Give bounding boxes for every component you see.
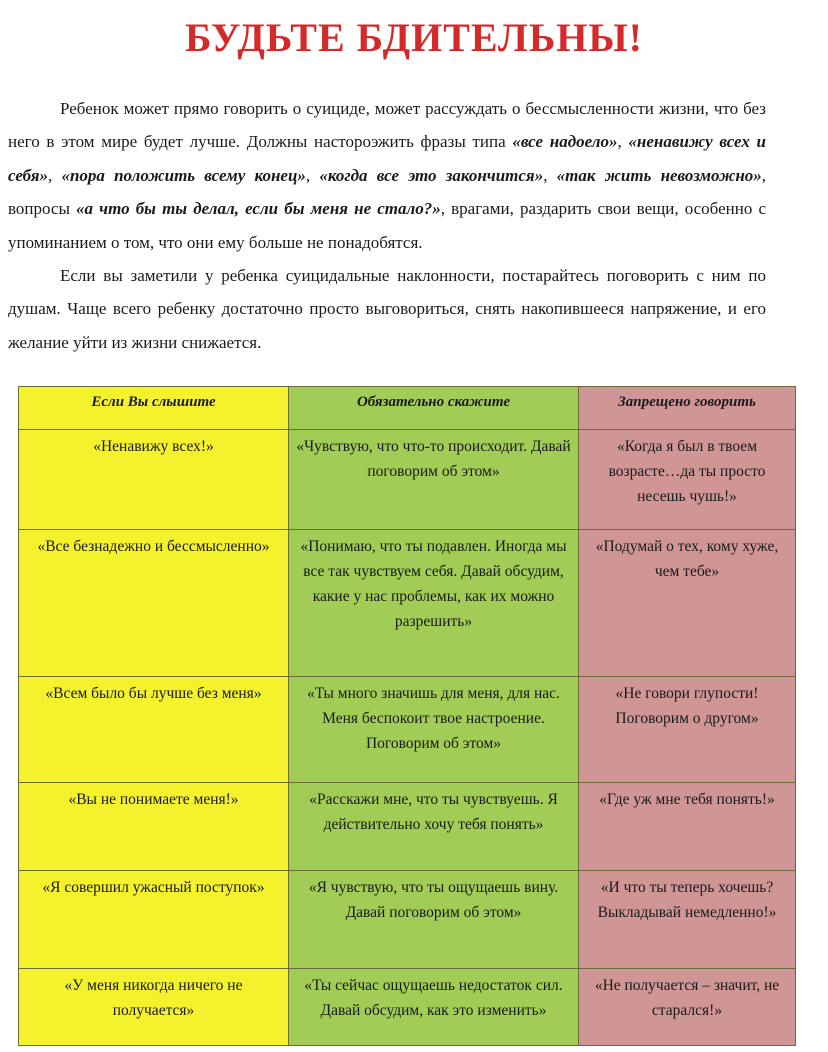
cell-hear: «У меня никогда ничего не получается» [19,968,289,1045]
cell-say: «Ты много значишь для меня, для нас. Меня беспокоит твое настроение. Поговорим об этом» [289,677,579,783]
cell-forbidden: «Не говори глупости! Поговорим о другом» [579,677,796,783]
phrase-quote: «так жить невозможно» [556,165,762,185]
table-row [19,677,796,783]
cell-hear: «Ненавижу всех!» [19,430,289,530]
text-run: , [305,165,320,185]
text-run: , врагами, раздарить свои вещи, особенно с упоминанием о том, что они ему больше не понадобятся. [8,199,766,252]
table-row [19,870,796,968]
text-run: Ребенок может прямо говорить о суициде, может рассуждать о бессмысленности жизни, что без него в этом мире будет лучше. Должны настороэжить фразы типа [8,99,766,152]
cell-hear: «Всем было бы лучше без меня» [19,677,289,783]
cell-say: «Ты сейчас ощущаешь недостаток сил. Давай обсудим, как это изменить» [289,968,579,1045]
phrase-quote: «пора положить всему конец» [61,165,306,185]
header-must-say: Обязательно скажите [289,387,579,430]
phrase-quote: «а что бы ты делал, если бы меня не стало?» [76,199,441,219]
cell-hear: «Вы не понимаете меня!» [19,783,289,871]
table-row [19,783,796,871]
cell-say: «Я чувствую, что ты ощущаешь вину. Давай поговорим об этом» [289,870,579,968]
cell-say: «Понимаю, что ты подавлен. Иногда мы все так чувствуем себя. Давай обсудим, какие у нас проблемы, как их можно разрешить» [289,529,579,676]
cell-hear: «Все безнадежно и бессмысленно» [19,529,289,676]
text-run: , вопросы [8,165,767,219]
page-title: БУДЬТЕ БДИТЕЛЬНЫ! [184,15,643,60]
table-row [19,529,796,676]
cell-forbidden: «Подумай о тех, кому хуже, чем тебе» [579,529,796,676]
intro-text [8,92,766,359]
header-if-you-hear: Если Вы слышите [19,387,289,430]
cell-say: «Чувствую, что что-то происходит. Давай поговорим об этом» [289,430,579,530]
cell-forbidden: «Когда я был в твоем возрасте…да ты просто несешь чушь!» [579,430,796,530]
cell-forbidden: «Не получается – значит, не старался!» [579,968,796,1045]
phrase-quote: «все надоело» [512,132,618,152]
advice-table [18,386,796,1046]
cell-hear: «Я совершил ужасный поступок» [19,870,289,968]
table-row [19,968,796,1045]
phrase-quote: «ненавижу всех и себя» [8,132,766,185]
header-forbidden: Запрещено говорить [579,387,796,430]
text-run: , [47,165,62,185]
cell-forbidden: «Где уж мне тебя понять!» [579,783,796,871]
paragraph-warning-signs [8,92,766,259]
text-run: , [543,165,557,185]
text-run: , [617,132,629,152]
paragraph-advice: Если вы заметили у ребенка суицидальные наклонности, постарайтесь поговорить с ним по душам. Чаще всего ребенку достаточно просто выговориться, снять накопившееся напряжение, и его желание уйти из жизни снижается. [8,266,766,352]
table-header-row [19,387,796,430]
cell-say: «Расскажи мне, что ты чувствуешь. Я действительно хочу тебя понять» [289,783,579,871]
phrase-quote: «когда все это закончится» [319,165,544,185]
table-row [19,430,796,530]
cell-forbidden: «И что ты теперь хочешь? Выкладывай немедленно!» [579,870,796,968]
